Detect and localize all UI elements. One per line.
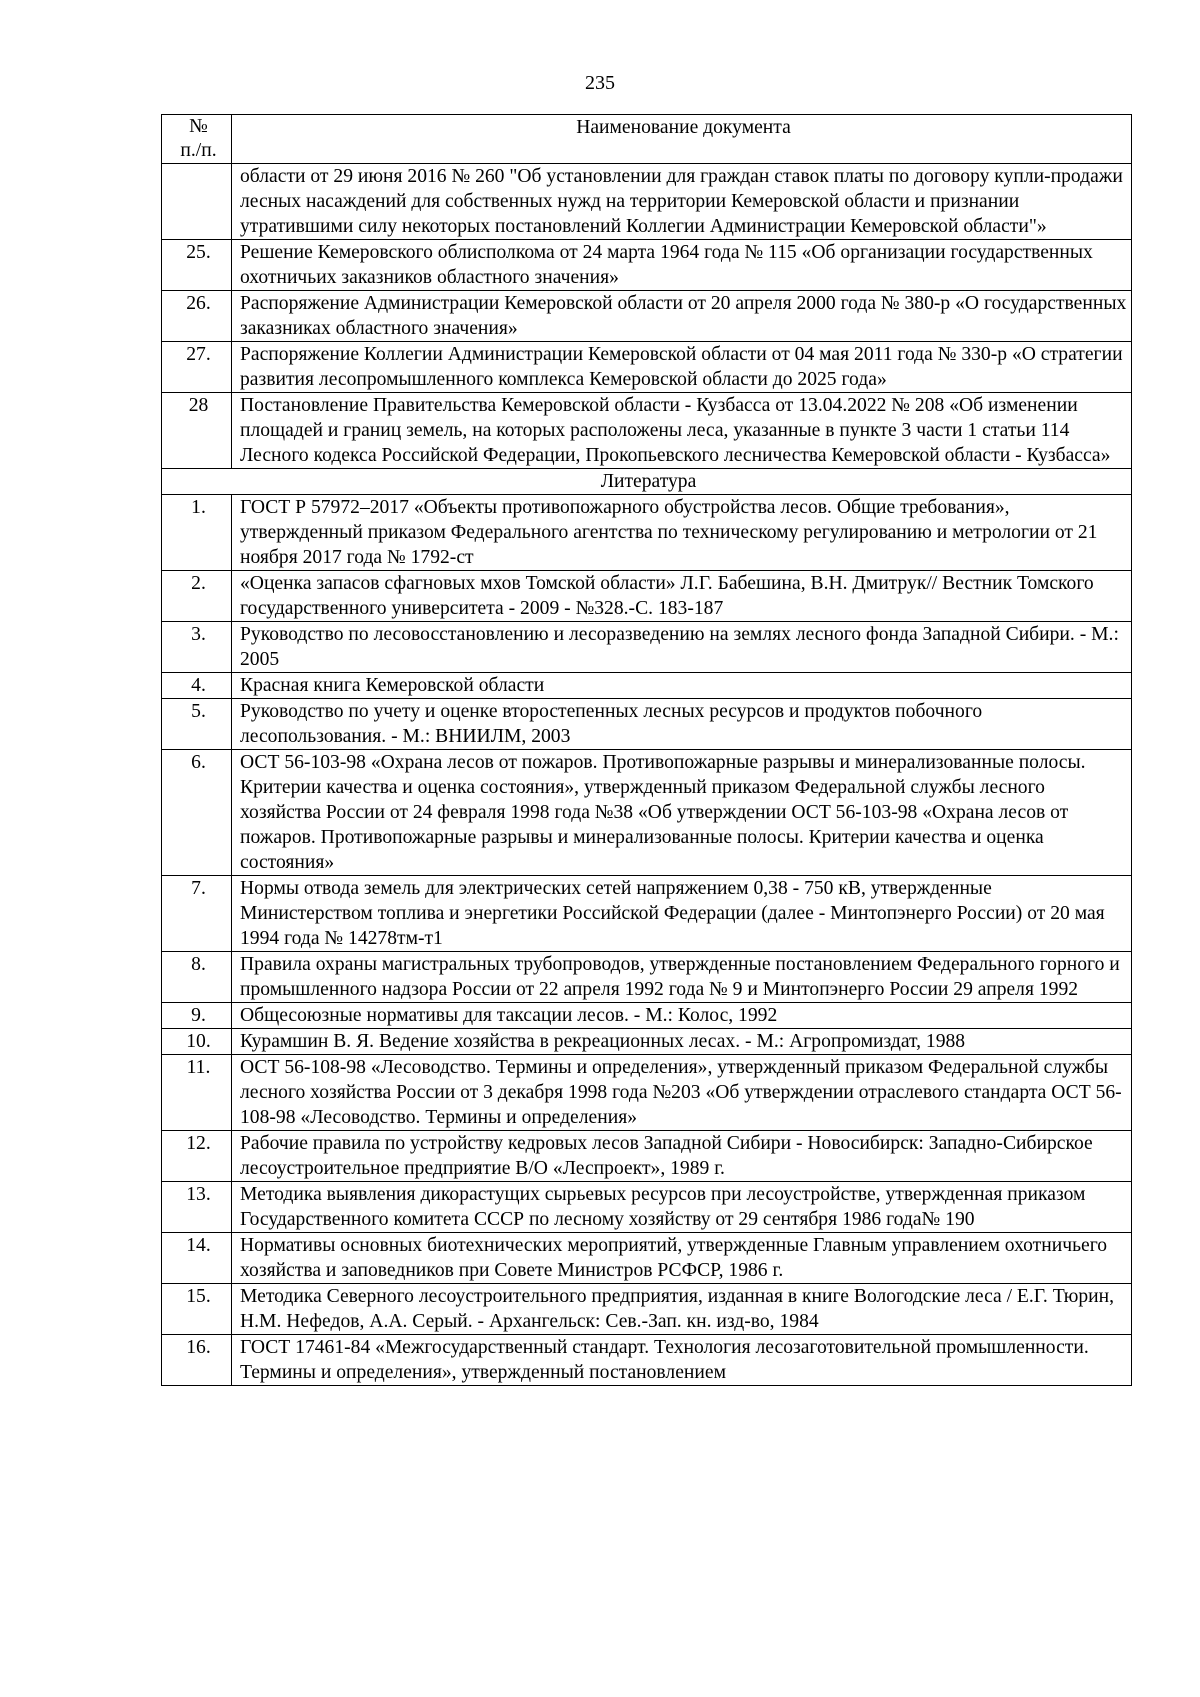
row-document-name: «Оценка запасов сфагновых мхов Томской области» Л.Г. Бабешина, В.Н. Дмитрук// Вестник Томского государственного университета - 2009 - №328.-С. 183-187 (232, 571, 1132, 622)
row-document-name: Нормы отвода земель для электрических сетей напряжением 0,38 - 750 кВ, утвержденные Министерством топлива и энергетики Российской Федерации (далее - Минтопэнерго России) от 20 мая 1994 года № 14278тм-т1 (232, 876, 1132, 952)
row-document-name: ОСТ 56-103-98 «Охрана лесов от пожаров. Противопожарные разрывы и минерализованные полосы. Критерии качества и оценка состояния», утвержденный приказом Федеральной службы лесного хозяйства России от 24 февраля 1998 года №38 «Об утверждении ОСТ 56-103-98 «Охрана лесов от пожаров. Противопожарные разрывы и минерализованные полосы. Критерии качества и оценка состояния» (232, 750, 1132, 876)
row-document-name: Распоряжение Администрации Кемеровской области от 20 апреля 2000 года № 380-р «О государственных заказниках областного значения» (232, 291, 1132, 342)
row-number: 7. (162, 876, 232, 952)
table-row (162, 1029, 1132, 1055)
table-row (162, 952, 1132, 1003)
row-number: 14. (162, 1233, 232, 1284)
column-header-number (162, 115, 232, 164)
table-row (162, 1335, 1132, 1386)
table-row (162, 1284, 1132, 1335)
table-row (162, 1131, 1132, 1182)
row-number: 15. (162, 1284, 232, 1335)
row-number: 26. (162, 291, 232, 342)
literature-section-row (162, 469, 1132, 495)
row-document-name: Общесоюзные нормативы для таксации лесов. - М.: Колос, 1992 (232, 1003, 1132, 1029)
row-document-name: Методика Северного лесоустроительного предприятия, изданная в книге Вологодские леса / Е.Г. Тюрин, Н.М. Нефедов, А.А. Серый. - Архангельск: Сев.-Зап. кн. изд-во, 1984 (232, 1284, 1132, 1335)
row-document-name: Красная книга Кемеровской области (232, 673, 1132, 699)
column-header-number-label: п./п. (180, 140, 217, 161)
row-document-name: Рабочие правила по устройству кедровых лесов Западной Сибири - Новосибирск: Западно-Сибирское лесоустроительное предприятие В/О «Леспроект», 1989 г. (232, 1131, 1132, 1182)
row-document-name: Распоряжение Коллегии Администрации Кемеровской области от 04 мая 2011 года № 330-р «О стратегии развития лесопромышленного комплекса Кемеровской области до 2025 года» (232, 342, 1132, 393)
row-document-name: ГОСТ 17461-84 «Межгосударственный стандарт. Технология лесозаготовительной промышленности. Термины и определения», утвержденный постановлением (232, 1335, 1132, 1386)
row-document-name: ГОСТ Р 57972–2017 «Объекты противопожарного обустройства лесов. Общие требования», утвержденный приказом Федерального агентства по техническому регулированию и метрологии от 21 ноября 2017 года № 1792-ст (232, 495, 1132, 571)
row-document-name: Правила охраны магистральных трубопроводов, утвержденные постановлением Федерального горного и промышленного надзора России от 22 апреля 1992 года № 9 и Минтопэнерго России 29 апреля 1992 (232, 952, 1132, 1003)
row-number: 2. (162, 571, 232, 622)
table-row (162, 622, 1132, 673)
row-number: 27. (162, 342, 232, 393)
table-row (162, 291, 1132, 342)
row-document-name: области от 29 июня 2016 № 260 "Об установлении для граждан ставок платы по договору купли-продажи лесных насаждений для собственных нужд на территории Кемеровской области и признании утратившими силу некоторых постановлений Коллегии Администрации Кемеровской области"» (232, 164, 1132, 240)
table-row (162, 699, 1132, 750)
row-document-name: Нормативы основных биотехнических мероприятий, утвержденные Главным управлением охотничьего хозяйства и заповедников при Совете Министров РСФСР, 1986 г. (232, 1233, 1132, 1284)
table-row (162, 1055, 1132, 1131)
table-header (162, 115, 1132, 164)
row-document-name: Решение Кемеровского облисполкома от 24 марта 1964 года № 115 «Об организации государственных охотничьих заказников областного значения» (232, 240, 1132, 291)
row-number: 12. (162, 1131, 232, 1182)
documents-table (161, 114, 1132, 1386)
row-document-name: Курамшин В. Я. Ведение хозяйства в рекреационных лесах. - М.: Агропромиздат, 1988 (232, 1029, 1132, 1055)
row-document-name: Методика выявления дикорастущих сырьевых ресурсов при лесоустройстве, утвержденная приказом Государственного комитета СССР по лесному хозяйству от 29 сентября 1986 года№ 190 (232, 1182, 1132, 1233)
row-number: 16. (162, 1335, 232, 1386)
row-number (162, 164, 232, 240)
row-number: 3. (162, 622, 232, 673)
row-number: 1. (162, 495, 232, 571)
row-number: 28 (162, 393, 232, 469)
row-number: 8. (162, 952, 232, 1003)
table-row (162, 393, 1132, 469)
table-row (162, 342, 1132, 393)
literature-section-title: Литература (162, 469, 1132, 495)
row-number: 13. (162, 1182, 232, 1233)
table-row (162, 1182, 1132, 1233)
literature-section (162, 495, 1132, 1386)
row-number: 25. (162, 240, 232, 291)
row-number: 11. (162, 1055, 232, 1131)
row-document-name: ОСТ 56-108-98 «Лесоводство. Термины и определения», утвержденный приказом Федеральной службы лесного хозяйства России от 3 декабря 1998 года №203 «Об утверждении отраслевого стандарта ОСТ 56-108-98 «Лесоводство. Термины и определения» (232, 1055, 1132, 1131)
table-row (162, 571, 1132, 622)
row-document-name: Руководство по лесовосстановлению и лесоразведению на землях лесного фонда Западной Сибири. - М.: 2005 (232, 622, 1132, 673)
column-header-document-name: Наименование документа (232, 115, 1132, 164)
row-number: 4. (162, 673, 232, 699)
column-header-number-symbol: № (189, 116, 208, 137)
page-number: 235 (585, 72, 615, 94)
row-number: 6. (162, 750, 232, 876)
row-number: 5. (162, 699, 232, 750)
documents-section (162, 164, 1132, 495)
row-number: 10. (162, 1029, 232, 1055)
row-document-name: Руководство по учету и оценке второстепенных лесных ресурсов и продуктов побочного лесопользования. - М.: ВНИИЛМ, 2003 (232, 699, 1132, 750)
table-row (162, 673, 1132, 699)
table-row (162, 1003, 1132, 1029)
table-header-row (162, 115, 1132, 164)
table-row (162, 164, 1132, 240)
table-row (162, 240, 1132, 291)
row-number: 9. (162, 1003, 232, 1029)
table-row (162, 750, 1132, 876)
table-row (162, 1233, 1132, 1284)
table-row (162, 495, 1132, 571)
row-document-name: Постановление Правительства Кемеровской области - Кузбасса от 13.04.2022 № 208 «Об изменении площадей и границ земель, на которых расположены леса, указанные в пункте 3 части 1 статьи 114 Лесного кодекса Российской Федерации, Прокопьевского лесничества Кемеровской области - Кузбасса» (232, 393, 1132, 469)
table-row (162, 876, 1132, 952)
